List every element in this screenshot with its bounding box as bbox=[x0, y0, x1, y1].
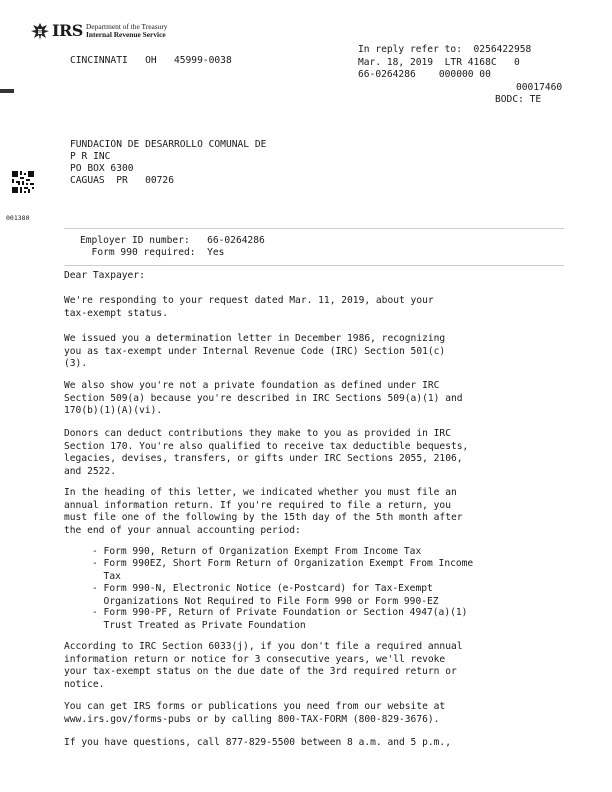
form-list-item: - Form 990-N, Electronic Notice (e-Postcard) for Tax-Exempt Organizations Not Required to File Form 990 or Form 990-EZ bbox=[92, 583, 439, 607]
paragraph-determination: We issued you a determination letter in December 1986, recognizing you as tax-exempt under Internal Revenue Code (IRC) Section 501(c) (3). bbox=[64, 333, 446, 369]
paragraph-filing-requirement: In the heading of this letter, we indicated whether you must file an annual information return. If you're required to file a return, you must file one of the following by the 15th day of the 5th month after the end of your annual accounting period: bbox=[64, 487, 463, 536]
reference-line-3: 66-0264286 000000 00 bbox=[358, 69, 491, 80]
dept-line-1: Department of the Treasury bbox=[86, 22, 168, 31]
paragraph-revocation: According to IRC Section 6033(j), if you don't file a required annual information return or notice for 3 consecutive years, we'll revoke your tax-exempt status on the due date of the 3rd required return or notice. bbox=[64, 641, 463, 690]
employer-id-line: Employer ID number: 66-0264286 bbox=[80, 235, 265, 246]
dept-line-2: Internal Revenue Service bbox=[86, 30, 166, 39]
side-code: 001380 bbox=[6, 214, 30, 222]
department-name bbox=[86, 23, 167, 39]
office-address: CINCINNATI OH 45999-0038 bbox=[70, 55, 232, 66]
paragraph-donors: Donors can deduct contributions they make to you as provided in IRC Section 170. You're also qualified to receive tax deductible bequests, legacies, devises, transfers, or gifts under IRC Sections 2055, 2106, and 2522. bbox=[64, 428, 469, 477]
paragraph-forms-publications: You can get IRS forms or publications you need from our website at www.irs.gov/forms-pubs or by calling 800-TAX-FORM (800-829-3676). bbox=[64, 701, 446, 725]
paragraph-private-foundation: We also show you're not a private foundation as defined under IRC Section 509(a) because you're described in IRC Sections 509(a)(1) and 170(b)(1)(A)(vi). bbox=[64, 380, 463, 416]
logo-text: IRS bbox=[52, 21, 83, 40]
paragraph-questions: If you have questions, call 877-829-5500 between 8 a.m. and 5 p.m., bbox=[64, 737, 451, 748]
paragraph-request-response: We're responding to your request dated Mar. 11, 2019, about your tax-exempt status. bbox=[64, 295, 434, 319]
form-list-item: - Form 990-PF, Return of Private Foundation or Section 4947(a)(1) Trust Treated as Private Foundation bbox=[92, 607, 468, 631]
reference-line-5: BODC: TE bbox=[495, 94, 542, 105]
reference-line-1: In reply refer to: 0256422958 bbox=[358, 44, 532, 55]
qr-code-icon bbox=[12, 171, 34, 193]
recipient-line-2: P R INC bbox=[70, 151, 111, 162]
form-list-item: - Form 990EZ, Short Form Return of Organization Exempt From Income Tax bbox=[92, 558, 474, 582]
margin-mark bbox=[0, 89, 14, 93]
recipient-line-1: FUNDACION DE DESARROLLO COMUNAL DE bbox=[70, 139, 267, 150]
form-990-required-line: Form 990 required: Yes bbox=[80, 247, 225, 258]
divider-line bbox=[64, 228, 564, 229]
eagle-icon bbox=[30, 21, 50, 41]
form-list-item: - Form 990, Return of Organization Exempt From Income Tax bbox=[92, 546, 422, 557]
salutation: Dear Taxpayer: bbox=[64, 270, 145, 281]
recipient-line-4: CAGUAS PR 00726 bbox=[70, 175, 174, 186]
reference-line-2: Mar. 18, 2019 LTR 4168C 0 bbox=[358, 57, 520, 68]
reference-line-4: 00017460 bbox=[516, 82, 563, 93]
divider-line-2 bbox=[64, 265, 564, 266]
recipient-line-3: PO BOX 6300 bbox=[70, 163, 134, 174]
